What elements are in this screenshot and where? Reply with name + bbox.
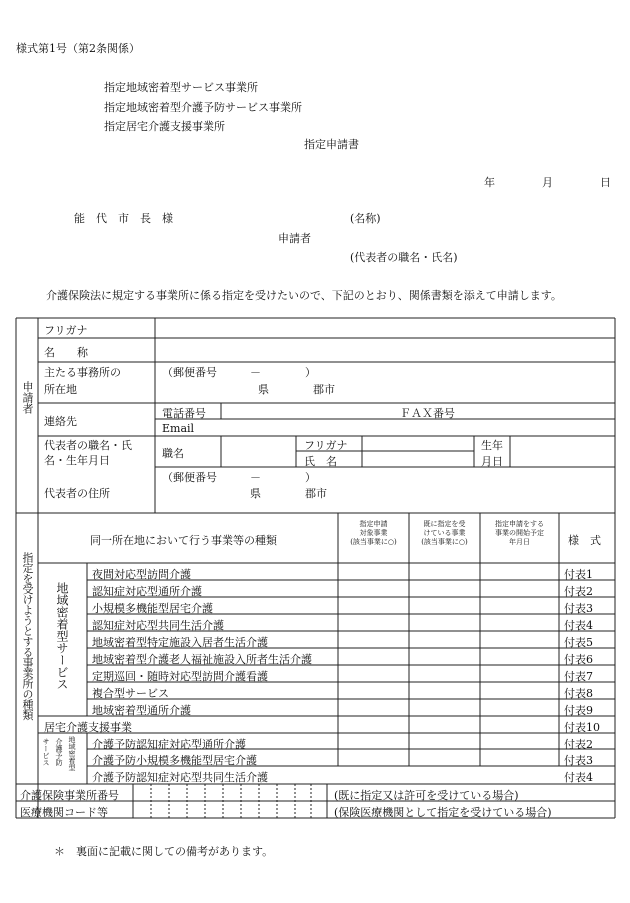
addressee: 能 代 市 長 様 <box>74 212 173 225</box>
furigana-label: フリガナ <box>44 324 88 337</box>
service-form: 付表9 <box>564 704 593 717</box>
fax-label: ＦＡＸ番号 <box>400 407 455 420</box>
service-name: 認知症対応型共同生活介護 <box>92 619 224 632</box>
pref-city-1: 県 郡市 <box>258 383 335 396</box>
start-header-line-3: 年月日 <box>509 538 530 546</box>
service-form: 付表10 <box>564 721 600 734</box>
intro-text: 介護保険法に規定する事業所に係る指定を受けたいので、下記のとおり、関係書類を添えて申請します。 <box>46 289 562 302</box>
service-name: 地域密着型通所介護 <box>92 704 191 717</box>
services-side-label: 指定を受けようとする事業所の種類 <box>21 552 34 720</box>
facility-type-1: 指定地域密着型サービス事業所 <box>104 81 258 94</box>
date-day: 日 <box>600 176 611 189</box>
service-name: 認知症対応型通所介護 <box>92 585 202 598</box>
already-header-line-3: (該当事業に○) <box>421 538 468 546</box>
service-form: 付表3 <box>564 754 593 767</box>
pref-city-2: 県 郡市 <box>250 487 327 500</box>
apply-target-header <box>338 520 409 547</box>
prevention-label-a: 地域密着型 <box>68 736 76 771</box>
service-name: 介護予防認知症対応型共同生活介護 <box>92 771 268 784</box>
already-header-line-1: 既に指定を受 <box>423 520 466 528</box>
form-header: 様 式 <box>568 534 601 547</box>
start-date-header <box>480 520 559 547</box>
rep-address-label: 代表者の住所 <box>44 487 110 500</box>
position-label: 職名 <box>162 447 184 460</box>
start-header-line-2: 事業の開始予定 <box>495 529 544 537</box>
rep-name-label: 氏 名 <box>304 455 337 468</box>
birth-label-2: 月日 <box>481 455 503 468</box>
medical-code-note: (保険医療機関として指定を受けている場合) <box>334 806 552 819</box>
service-form: 付表2 <box>564 585 593 598</box>
facility-type-3: 指定居宅介護支援事業所 <box>104 120 225 133</box>
main-office-label-1: 主たる事務所の <box>44 366 121 379</box>
prevention-label-b: 介護予防 <box>55 738 63 766</box>
insurance-number-label: 介護保険事業所番号 <box>20 789 119 802</box>
service-name: 複合型サービス <box>92 687 169 700</box>
service-name: 地域密着型特定施設入居者生活介護 <box>92 636 268 649</box>
already-designated-header <box>409 520 480 547</box>
birth-label-1: 生年 <box>481 439 503 452</box>
main-office-label-2: 所在地 <box>44 383 77 396</box>
email-label: Email <box>162 422 195 435</box>
service-kind-header: 同一所在地において行う事業等の種類 <box>90 534 277 547</box>
facility-type-2: 指定地域密着型介護予防サービス事業所 <box>104 101 302 114</box>
date-month: 月 <box>542 176 553 189</box>
postal-code-2: （郵便番号 － ） <box>162 471 316 484</box>
service-form: 付表7 <box>564 670 593 683</box>
representative-label: (代表者の職名・氏名) <box>350 251 458 264</box>
name-label: 名 称 <box>44 346 88 359</box>
apply-header-line-3: (該当事業に○) <box>350 538 397 546</box>
service-name: 介護予防認知症対応型通所介護 <box>92 738 246 751</box>
service-name: 定期巡回・随時対応型訪問介護看護 <box>92 670 268 683</box>
form-number: 様式第1号（第2条関係） <box>16 42 140 55</box>
start-header-line-1: 指定申請をする <box>495 520 544 528</box>
contact-label: 連絡先 <box>44 415 77 428</box>
date-year: 年 <box>484 176 495 189</box>
service-name: 夜間対応型訪問介護 <box>92 568 191 581</box>
service-form: 付表3 <box>564 602 593 615</box>
service-form: 付表8 <box>564 687 593 700</box>
service-form: 付表1 <box>564 568 593 581</box>
service-name: 小規模多機能型居宅介護 <box>92 602 213 615</box>
representative-label-2: 名・生年月日 <box>44 454 110 467</box>
rep-furigana-label: フリガナ <box>304 439 348 452</box>
postal-code-1: （郵便番号 － ） <box>162 366 316 379</box>
document-title: 指定申請書 <box>304 138 359 151</box>
home-care-support: 居宅介護支援事業 <box>44 721 132 734</box>
applicant-label: 申請者 <box>278 232 311 245</box>
representative-label-1: 代表者の職名・氏 <box>44 439 132 452</box>
medical-code-label: 医療機関コード等 <box>20 806 108 819</box>
community-service-label: 地域密着型サービス <box>55 582 69 690</box>
apply-header-line-1: 指定申請 <box>359 520 388 528</box>
applicant-side-label: 申請者 <box>21 381 34 414</box>
insurance-number-note: (既に指定又は許可を受けている場合) <box>334 789 519 802</box>
apply-header-line-2: 対象事業 <box>359 529 388 537</box>
already-header-line-2: けている事業 <box>423 529 466 537</box>
service-form: 付表2 <box>564 738 593 751</box>
service-name: 介護予防小規模多機能型居宅介護 <box>92 754 257 767</box>
applicant-name-label: (名称) <box>350 212 381 225</box>
service-form: 付表6 <box>564 653 593 666</box>
service-form: 付表4 <box>564 771 593 784</box>
phone-label: 電話番号 <box>162 407 206 420</box>
prevention-label-c: サービス <box>42 738 50 766</box>
service-form: 付表4 <box>564 619 593 632</box>
footer-note: ＊ 裏面に記載に関しての備考があります。 <box>54 845 274 858</box>
service-form: 付表5 <box>564 636 593 649</box>
service-name: 地域密着型介護老人福祉施設入所者生活介護 <box>92 653 312 666</box>
